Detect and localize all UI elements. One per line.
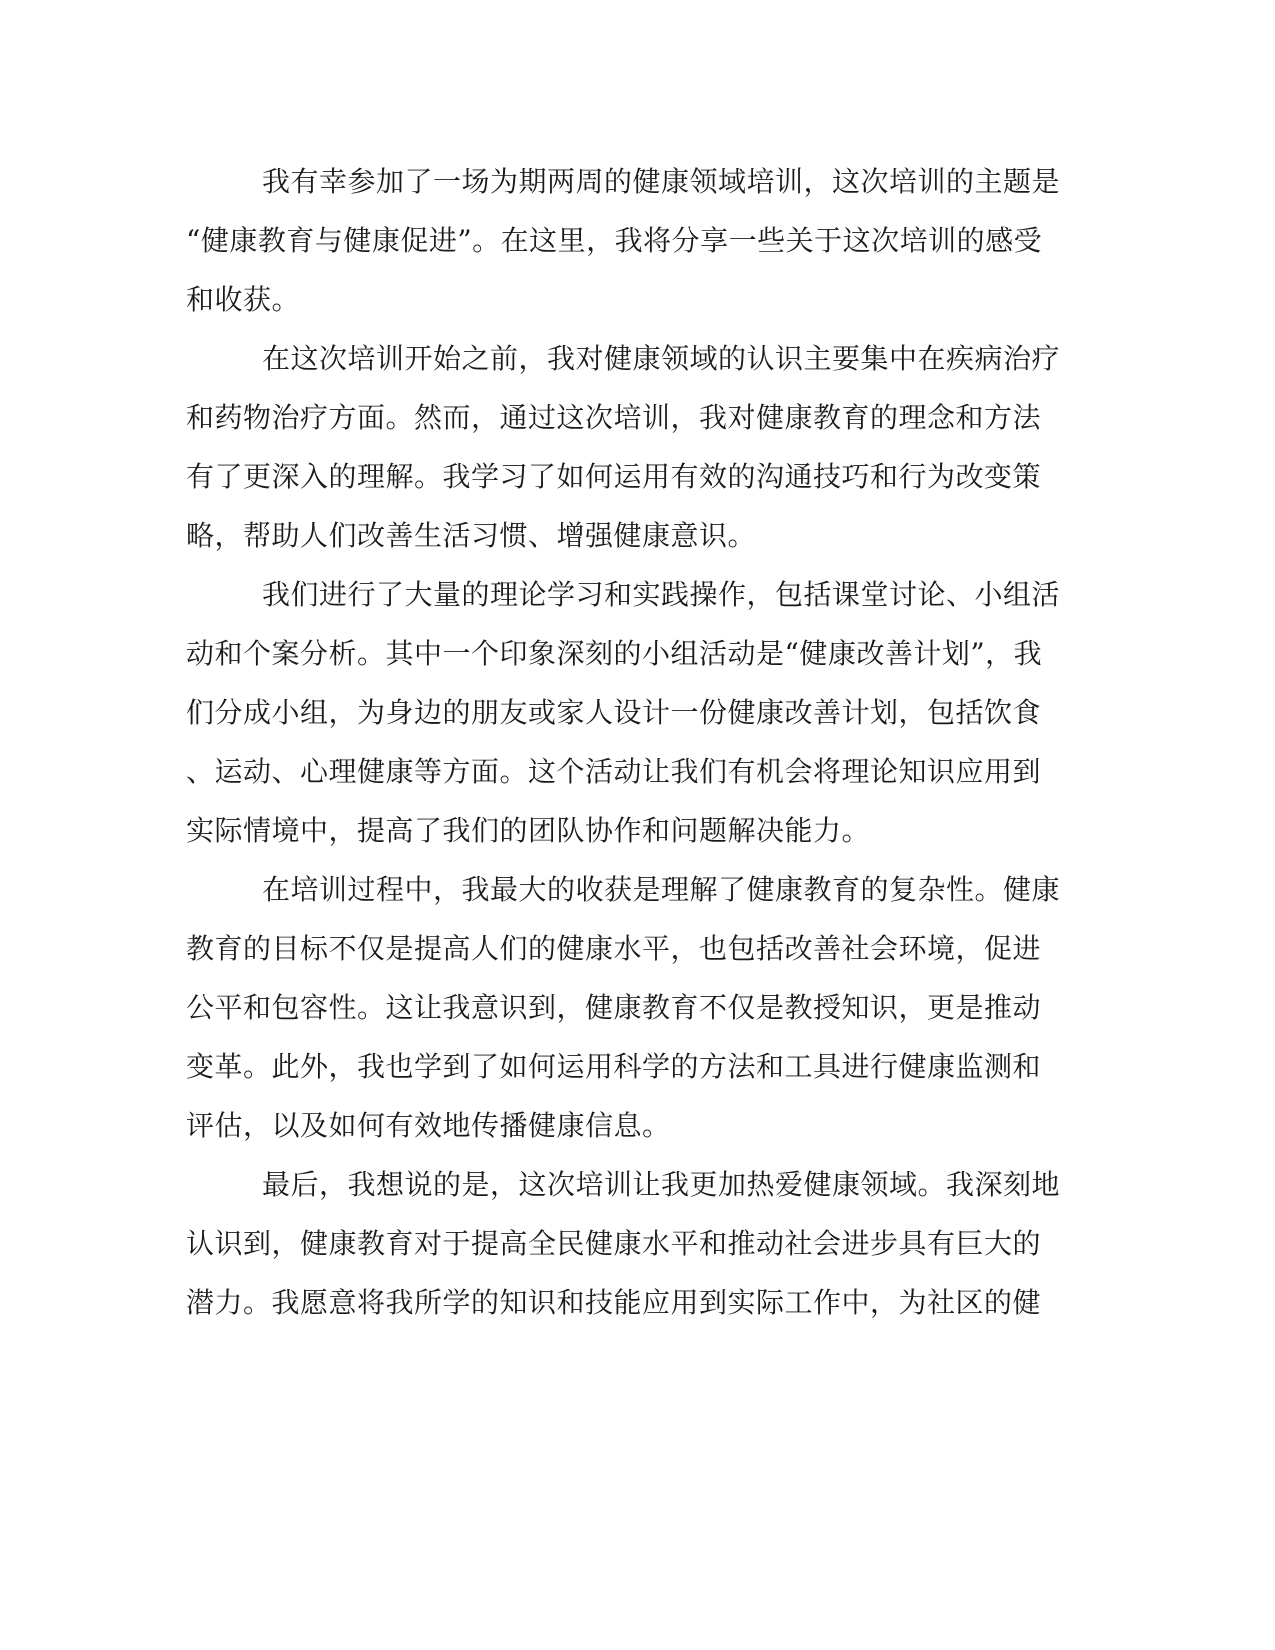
paragraph-1-line-1: 我有幸参加了一场为期两周的健康领域培训，这次培训的主题是 — [262, 165, 1061, 198]
paragraph-1-line-2: “健康教育与健康促进”。在这里，我将分享一些关于这次培训的感受 — [186, 224, 1043, 257]
paragraph-4-line-3: 公平和包容性。这让我意识到，健康教育不仅是教授知识，更是推动 — [186, 991, 1042, 1024]
paragraph-2-line-2: 和药物治疗方面。然而，通过这次培训，我对健康教育的理念和方法 — [186, 401, 1042, 434]
paragraph-5-line-1: 最后，我想说的是，这次培训让我更加热爱健康领域。我深刻地 — [262, 1168, 1061, 1201]
paragraph-2-line-4: 略，帮助人们改善生活习惯、增强健康意识。 — [186, 519, 757, 552]
paragraph-5-line-2: 认识到，健康教育对于提高全民健康水平和推动社会进步具有巨大的 — [186, 1227, 1042, 1260]
paragraph-4-line-4: 变革。此外，我也学到了如何运用科学的方法和工具进行健康监测和 — [186, 1050, 1042, 1083]
paragraph-3-line-1: 我们进行了大量的理论学习和实践操作，包括课堂讨论、小组活 — [262, 578, 1061, 611]
paragraph-1-line-3: 和收获。 — [186, 283, 301, 316]
paragraph-5-line-3: 潜力。我愿意将我所学的知识和技能应用到实际工作中，为社区的健 — [186, 1286, 1042, 1319]
paragraph-3-line-2: 动和个案分析。其中一个印象深刻的小组活动是“健康改善计划”，我 — [186, 637, 1043, 670]
paragraph-3-line-5: 实际情境中，提高了我们的团队协作和问题解决能力。 — [186, 814, 871, 847]
paragraph-2-line-3: 有了更深入的理解。我学习了如何运用有效的沟通技巧和行为改变策 — [186, 460, 1042, 493]
paragraph-4-line-1: 在培训过程中，我最大的收获是理解了健康教育的复杂性。健康 — [262, 873, 1061, 906]
paragraph-2-line-1: 在这次培训开始之前，我对健康领域的认识主要集中在疾病治疗 — [262, 342, 1061, 375]
paragraph-3-line-3: 们分成小组，为身边的朋友或家人设计一份健康改善计划，包括饮食 — [186, 696, 1042, 729]
paragraph-3-line-4: 、运动、心理健康等方面。这个活动让我们有机会将理论知识应用到 — [186, 755, 1042, 788]
paragraph-4-line-5: 评估，以及如何有效地传播健康信息。 — [186, 1109, 671, 1142]
paragraph-4-line-2: 教育的目标不仅是提高人们的健康水平，也包括改善社会环境，促进 — [186, 932, 1042, 965]
